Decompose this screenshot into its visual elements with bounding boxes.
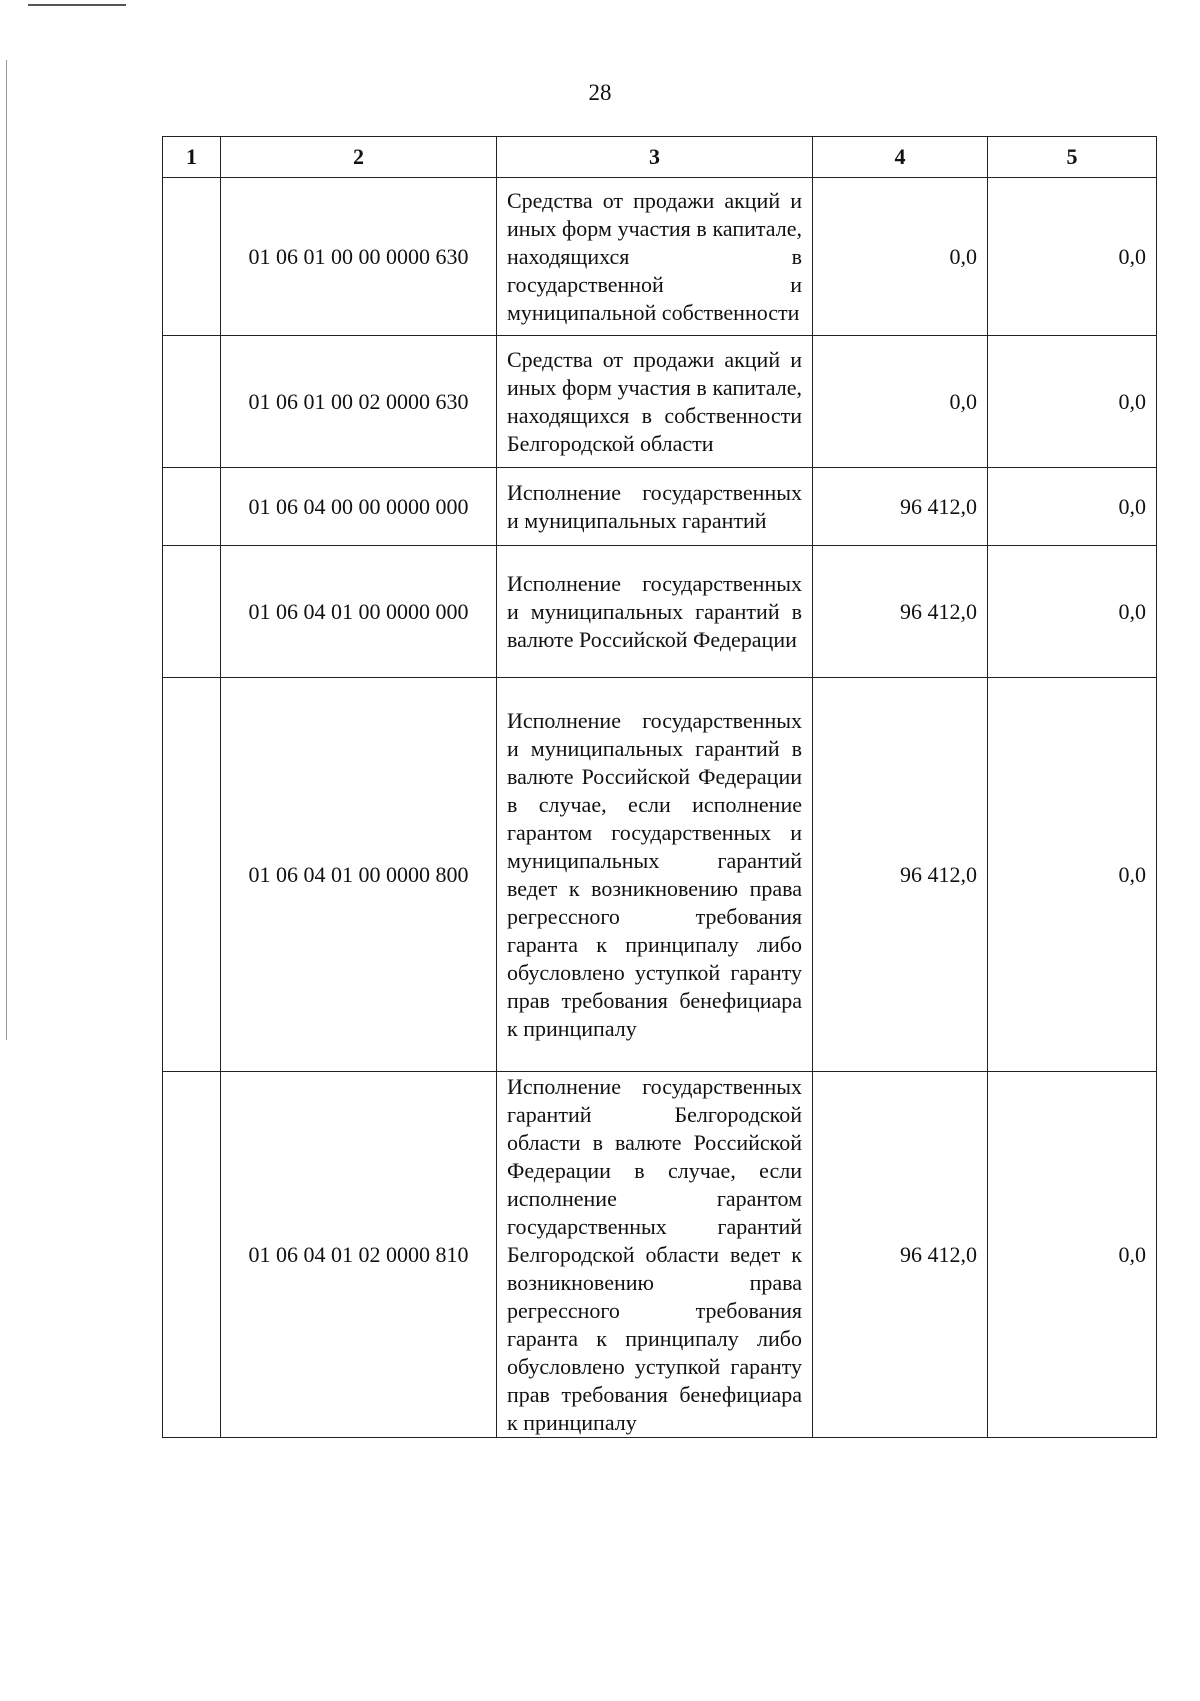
column-header-3: 3 bbox=[497, 137, 813, 178]
column-header-5: 5 bbox=[988, 137, 1157, 178]
column-header-1: 1 bbox=[163, 137, 221, 178]
budget-code-cell: 01 06 01 00 00 0000 630 bbox=[221, 178, 497, 336]
row-number-cell bbox=[163, 1072, 221, 1438]
table-row bbox=[163, 178, 1157, 336]
table-row bbox=[163, 1072, 1157, 1438]
amount-col4-cell: 96 412,0 bbox=[813, 546, 988, 678]
description-cell: Исполнение государственных гарантий Белгородской области в валюте Российской Федерации в случае, если исполнение гарантом государственных гарантий Белгородской области ведет к возникновению права регрессного требования гаранта к принципалу либо обусловлено уступкой гаранту прав требования бенефициара к принципалу bbox=[497, 1072, 813, 1438]
amount-col5-cell: 0,0 bbox=[988, 546, 1157, 678]
amount-col4-cell: 96 412,0 bbox=[813, 468, 988, 546]
amount-col4-cell: 0,0 bbox=[813, 336, 988, 468]
budget-code-cell: 01 06 04 00 00 0000 000 bbox=[221, 468, 497, 546]
budget-code-cell: 01 06 04 01 00 0000 000 bbox=[221, 546, 497, 678]
row-number-cell bbox=[163, 178, 221, 336]
scan-artifact-top-line bbox=[28, 4, 126, 6]
amount-col4-cell: 96 412,0 bbox=[813, 678, 988, 1072]
row-number-cell bbox=[163, 336, 221, 468]
table-row bbox=[163, 678, 1157, 1072]
amount-col5-cell: 0,0 bbox=[988, 178, 1157, 336]
budget-code-cell: 01 06 04 01 02 0000 810 bbox=[221, 1072, 497, 1438]
budget-code-cell: 01 06 04 01 00 0000 800 bbox=[221, 678, 497, 1072]
table-row bbox=[163, 468, 1157, 546]
table-header-row bbox=[163, 137, 1157, 178]
table-row bbox=[163, 546, 1157, 678]
amount-col5-cell: 0,0 bbox=[988, 468, 1157, 546]
column-header-4: 4 bbox=[813, 137, 988, 178]
page-number: 28 bbox=[588, 80, 612, 105]
amount-col5-cell: 0,0 bbox=[988, 1072, 1157, 1438]
scan-artifact-left-line bbox=[6, 60, 7, 1040]
description-cell: Исполнение государственных и муниципальных гарантий bbox=[497, 468, 813, 546]
row-number-cell bbox=[163, 546, 221, 678]
amount-col4-cell: 96 412,0 bbox=[813, 1072, 988, 1438]
column-header-2: 2 bbox=[221, 137, 497, 178]
row-number-cell bbox=[163, 468, 221, 546]
amount-col5-cell: 0,0 bbox=[988, 336, 1157, 468]
row-number-cell bbox=[163, 678, 221, 1072]
description-cell: Исполнение государственных и муниципальных гарантий в валюте Российской Федерации в случае, если исполнение гарантом государственных и муниципальных гарантий ведет к возникновению права регрессного требования гаранта к принципалу либо обусловлено уступкой гаранту прав требования бенефициара к принципалу bbox=[497, 678, 813, 1072]
amount-col4-cell: 0,0 bbox=[813, 178, 988, 336]
description-cell: Исполнение государственных и муниципальных гарантий в валюте Российской Федерации bbox=[497, 546, 813, 678]
table-row bbox=[163, 336, 1157, 468]
description-cell: Средства от продажи акций и иных форм участия в капитале, находящихся в государственной и муниципальной собственности bbox=[497, 178, 813, 336]
budget-code-cell: 01 06 01 00 02 0000 630 bbox=[221, 336, 497, 468]
amount-col5-cell: 0,0 bbox=[988, 678, 1157, 1072]
description-cell: Средства от продажи акций и иных форм участия в капитале, находящихся в собственности Белгородской области bbox=[497, 336, 813, 468]
budget-sources-table bbox=[162, 136, 1157, 1438]
